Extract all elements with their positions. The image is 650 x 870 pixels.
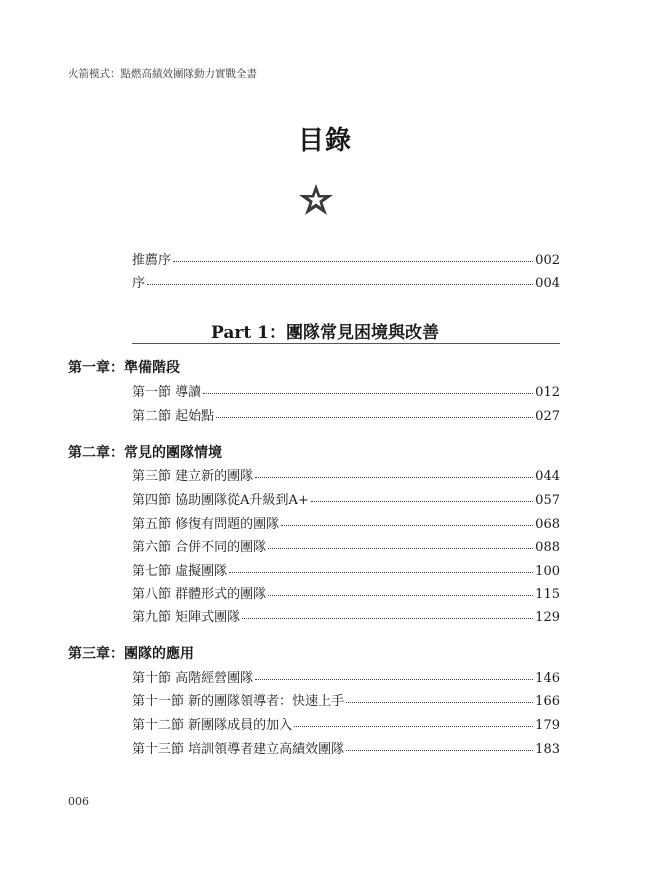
- dot-leader: [255, 667, 533, 680]
- dot-leader: [203, 381, 533, 394]
- dot-leader: [229, 560, 533, 573]
- dot-leader: [346, 690, 533, 703]
- dot-leader: [173, 249, 533, 262]
- toc-entry-label: 第六節 合併不同的團隊: [132, 540, 267, 555]
- toc-entry-page: 002: [535, 253, 560, 268]
- dot-leader: [346, 738, 533, 751]
- toc-entry-label: 第十三節 培訓領導者建立高績效團隊: [132, 742, 345, 757]
- toc-entry-label: 第九節 矩陣式團隊: [132, 610, 241, 625]
- toc-entry-page: 166: [535, 694, 560, 709]
- toc-entry[interactable]: [132, 515, 560, 533]
- toc-entry-page: 183: [535, 742, 560, 757]
- toc-entry[interactable]: [132, 407, 560, 425]
- toc-entry[interactable]: [132, 669, 560, 687]
- dot-leader: [255, 465, 533, 478]
- toc-entry[interactable]: [132, 740, 560, 758]
- toc-entry-label: 第五節 修復有問題的團隊: [132, 517, 280, 532]
- dot-leader: [311, 489, 533, 502]
- toc-entry-preface-recommendation[interactable]: [132, 251, 560, 269]
- toc-entry-preface[interactable]: [132, 274, 560, 292]
- toc-entry[interactable]: [132, 467, 560, 485]
- page-number: 006: [68, 795, 89, 808]
- dot-leader: [281, 513, 533, 526]
- toc-entry[interactable]: [132, 562, 560, 580]
- toc-entry[interactable]: [132, 383, 560, 401]
- toc-entry-page: 088: [535, 540, 560, 555]
- dot-leader: [216, 405, 533, 418]
- toc-entry-page: 012: [535, 385, 560, 400]
- toc-entry-label: 序: [132, 276, 146, 291]
- toc-entry-label: 第八節 群體形式的團隊: [132, 587, 267, 602]
- toc-title: 目錄: [297, 126, 352, 156]
- toc-entry-label: 推薦序: [132, 253, 172, 268]
- dot-leader: [268, 583, 533, 596]
- toc-entry-page: 027: [535, 409, 560, 424]
- part-divider: [132, 343, 560, 344]
- chapter-heading: 第一章：準備階段: [68, 360, 180, 376]
- dot-leader: [268, 536, 533, 549]
- chapter-heading: 第二章：常見的團隊情境: [68, 445, 222, 461]
- toc-entry[interactable]: [132, 538, 560, 556]
- toc-entry-page: 146: [535, 671, 560, 686]
- toc-entry[interactable]: [132, 716, 560, 734]
- dot-leader: [242, 606, 533, 619]
- dot-leader: [147, 272, 533, 285]
- toc-entry-page: 044: [535, 469, 560, 484]
- toc-entry-label: 第十二節 新團隊成員的加入: [132, 718, 293, 733]
- toc-entry[interactable]: [132, 692, 560, 710]
- star-ornament-icon: [297, 183, 335, 217]
- dot-leader: [294, 714, 533, 727]
- toc-entry-page: 068: [535, 517, 560, 532]
- toc-entry-page: 179: [535, 718, 560, 733]
- toc-entry-page: 004: [535, 276, 560, 291]
- part-heading: Part 1：團隊常見困境與改善: [211, 323, 439, 343]
- toc-entry-label: 第十節 高階經營團隊: [132, 671, 254, 686]
- toc-entry[interactable]: [132, 585, 560, 603]
- toc-entry-label: 第二節 起始點: [132, 409, 215, 424]
- toc-entry-label: 第三節 建立新的團隊: [132, 469, 254, 484]
- toc-entry-page: 115: [535, 587, 560, 602]
- chapter-heading: 第三章：團隊的應用: [68, 646, 194, 662]
- toc-entry-label: 第十一節 新的團隊領導者：快速上手: [132, 694, 345, 709]
- toc-entry[interactable]: [132, 608, 560, 626]
- toc-entry-page: 100: [535, 564, 560, 579]
- toc-entry[interactable]: [132, 491, 560, 509]
- toc-entry-label: 第四節 協助團隊從A升級到A+: [132, 493, 309, 508]
- toc-entry-page: 129: [535, 610, 560, 625]
- toc-entry-label: 第一節 導讀: [132, 385, 202, 400]
- running-header: 火箭模式：點燃高績效團隊動力實戰全書: [68, 68, 257, 80]
- toc-entry-label: 第七節 虛擬團隊: [132, 564, 228, 579]
- toc-entry-page: 057: [535, 493, 560, 508]
